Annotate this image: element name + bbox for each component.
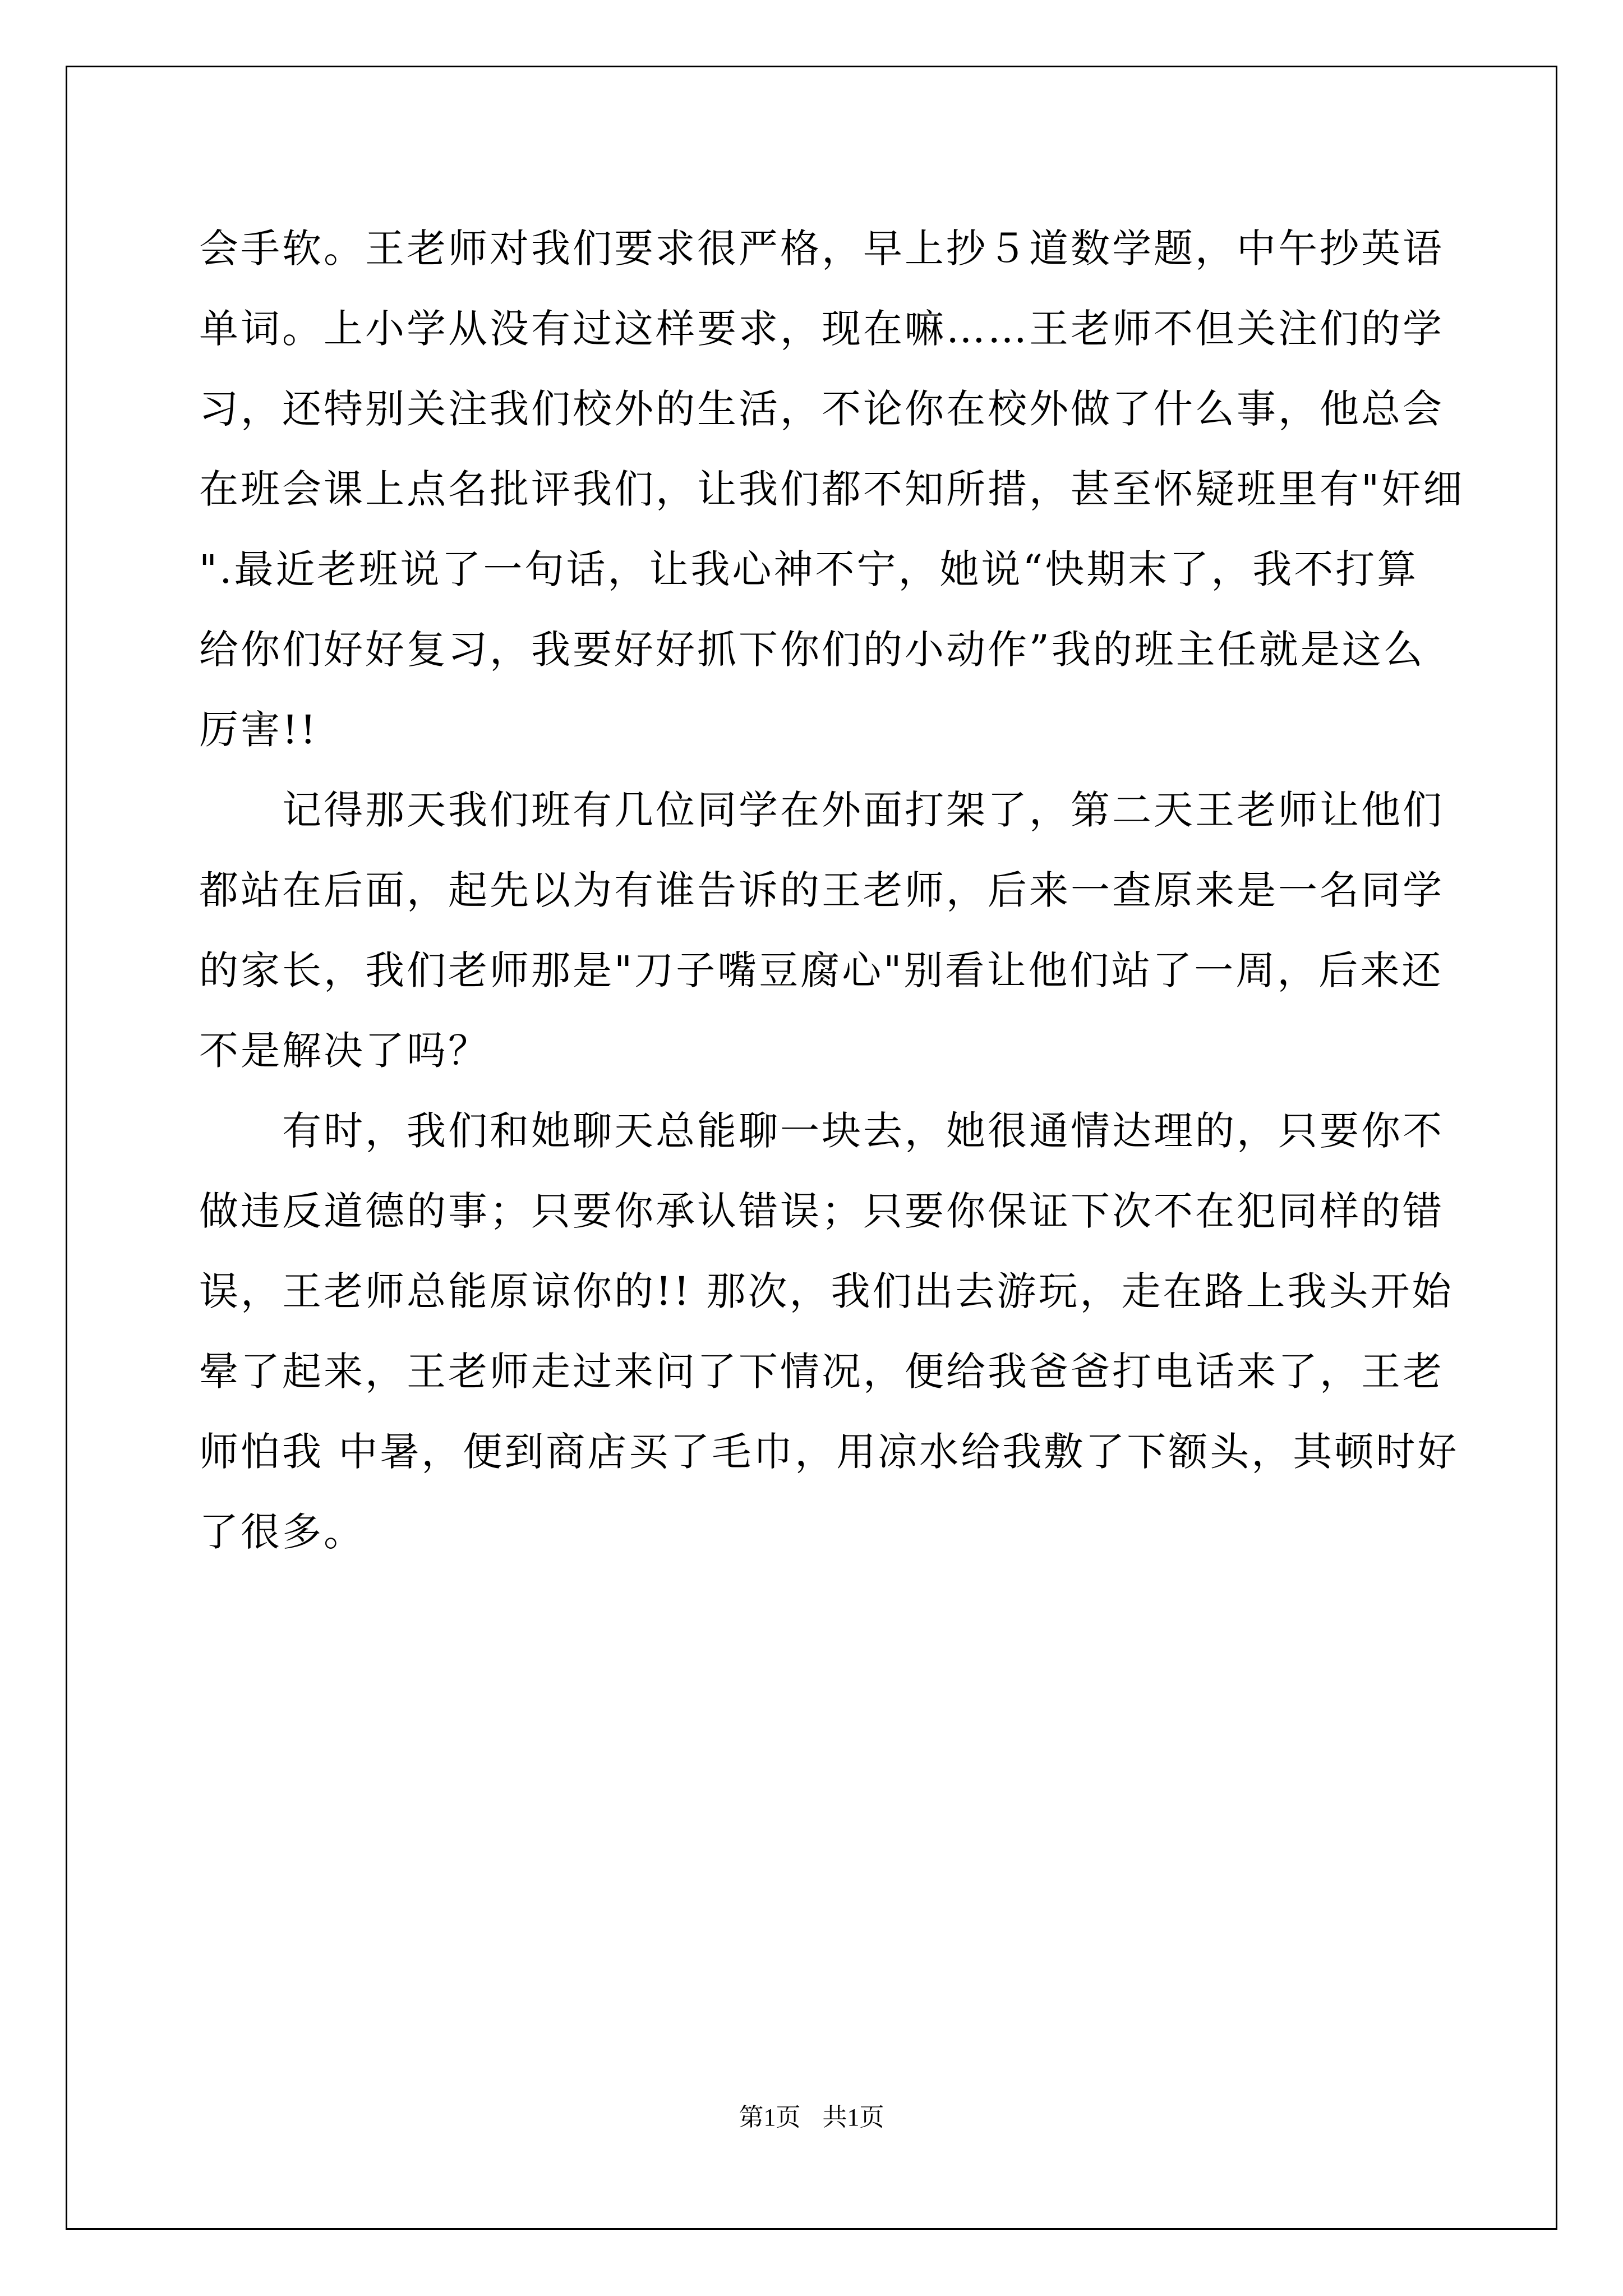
text-line: 师怕我 中暑，便到商店买了毛巾，用凉水给我敷了下额头，其顿时好 (199, 1429, 1459, 1475)
page-footer (0, 2097, 1623, 2133)
document-body (199, 209, 1465, 1572)
text-line: 厉害!! (199, 707, 319, 753)
paragraph-start-line: 记得那天我们班有几位同学在外面打架了，第二天王老师让他们 (282, 787, 1444, 833)
text-line: 晕了起来，王老师走过来问了下情况，便给我爸爸打电话来了，王老 (199, 1349, 1444, 1395)
text-line: 不是解决了吗？ (199, 1028, 490, 1074)
text-line: 习，还特别关注我们校外的生活，不论你在校外做了什么事，他总会 (199, 386, 1444, 432)
text-line: 都站在后面，起先以为有谁告诉的王老师，后来一查原来是一名同学 (199, 867, 1444, 913)
paragraph-start-line: 有时，我们和她聊天总能聊一块去，她很通情达理的，只要你不 (282, 1108, 1444, 1154)
page-total: 共1页 (822, 2104, 884, 2131)
page-number: 第1页 (739, 2104, 801, 2131)
text-line: ".最近老班说了一句话，让我心神不宁，她说“快期末了，我不打算 (199, 546, 1419, 592)
text-line: 单词。上小学从没有过这样要求，现在嘛……王老师不但关注们的学 (199, 306, 1444, 352)
text-line: 给你们好好复习，我要好好抓下你们的小动作”我的班主任就是这么 (199, 627, 1425, 673)
text-line: 在班会课上点名批评我们，让我们都不知所措，甚至怀疑班里有"奸细 (199, 466, 1465, 512)
text-line: 做违反道德的事；只要你承认错误；只要你保证下次不在犯同样的错 (199, 1188, 1444, 1234)
text-line: 会手软。王老师对我们要求很严格，早上抄５道数学题，中午抄英语 (199, 226, 1444, 272)
text-line: 的家长，我们老师那是"刀子嘴豆腐心"别看让他们站了一周，后来还 (199, 947, 1444, 993)
text-line: 了很多。 (199, 1509, 365, 1555)
text-line: 误，王老师总能原谅你的!! 那次，我们出去游玩，走在路上我头开始 (199, 1268, 1454, 1314)
